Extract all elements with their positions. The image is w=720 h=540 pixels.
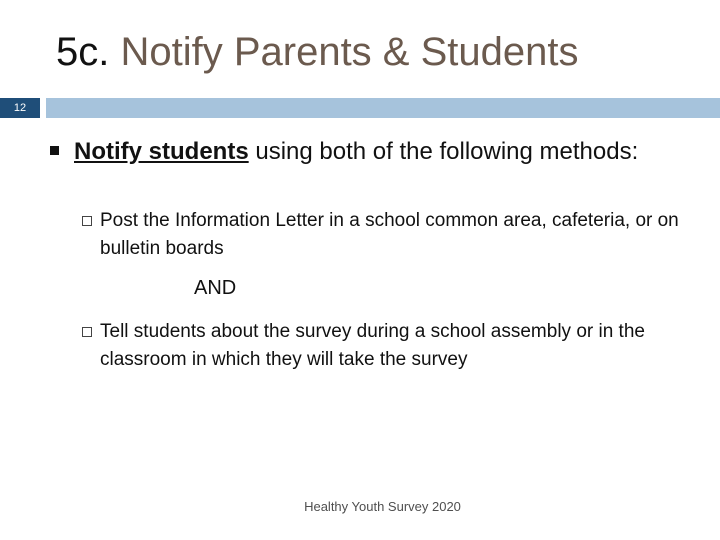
- main-bullet-rest: using both of the following methods:: [248, 138, 639, 165]
- checkbox-bullet-icon: [82, 216, 92, 226]
- and-connector: AND: [194, 277, 237, 299]
- slide-title-main: Notify Parents & Students: [109, 30, 579, 74]
- sub-item-text: Post the Information Letter in a school common area, cafeteria, or on bulletin boards: [100, 210, 679, 259]
- checkbox-bullet-icon: [82, 327, 92, 337]
- slide-footer: Healthy Youth Survey 2020: [304, 499, 461, 514]
- slide-title-prefix: 5c.: [56, 30, 110, 74]
- slide-number: 12: [0, 98, 40, 118]
- header-bar: [46, 98, 720, 118]
- square-bullet-icon: [50, 146, 59, 155]
- main-bullet-emphasis: Notify students: [74, 138, 249, 165]
- slide-title: [56, 28, 578, 76]
- main-bullet-text: [74, 136, 654, 168]
- sub-item-text: Tell students about the survey during a school assembly or in the classroom in which they will take the survey: [100, 321, 645, 370]
